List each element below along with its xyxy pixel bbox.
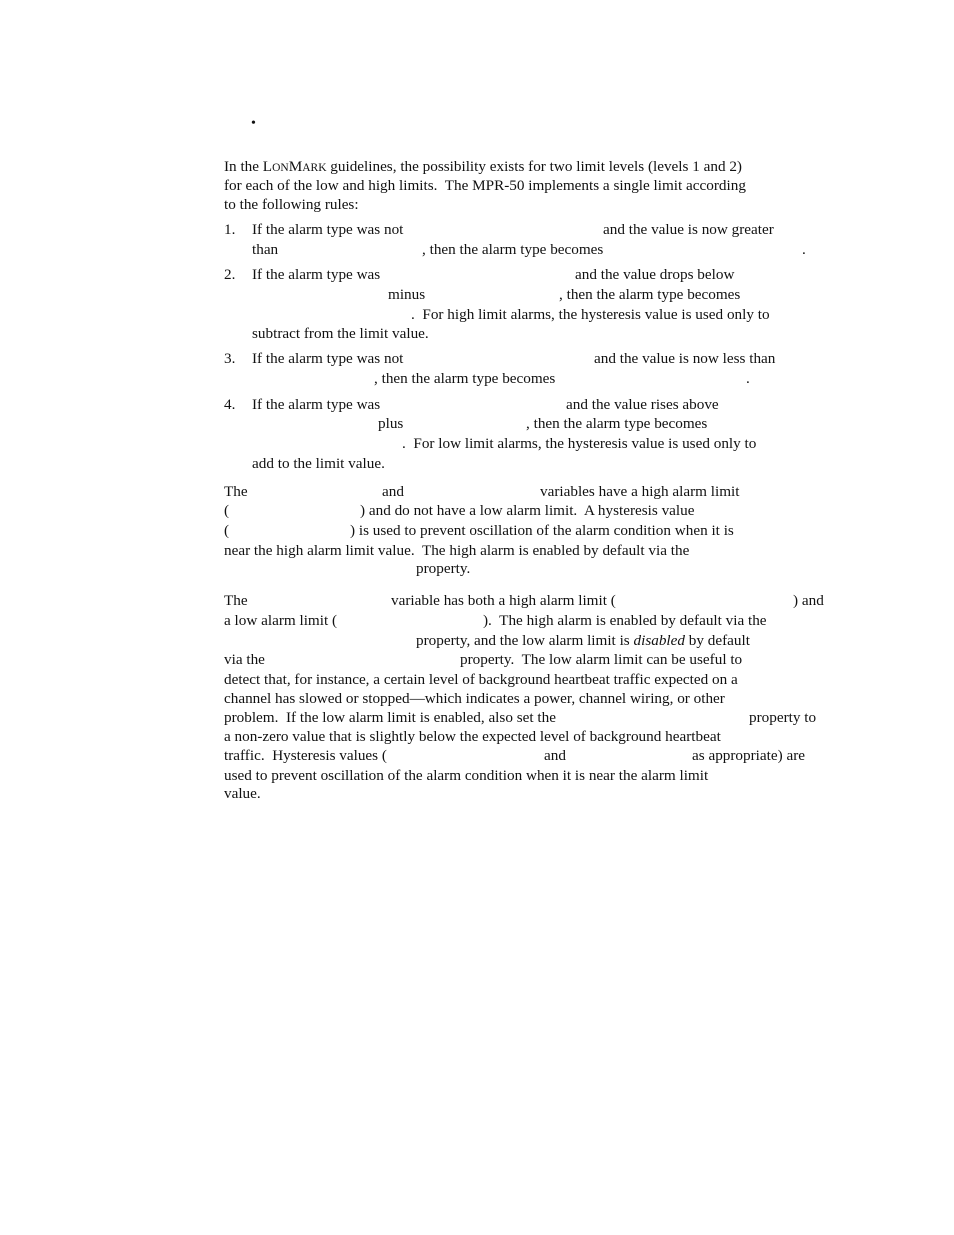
intro-line-1: In the LONMARK guidelines, the possibility exists for two limit levels (levels 1 and 2): [224, 158, 742, 175]
rule-number: 1.: [224, 221, 236, 238]
list-bullet: •: [251, 116, 256, 131]
intro-line-3: to the following rules:: [224, 196, 359, 213]
document-page: • In the LONMARK guidelines, the possibility exists for two limit levels (levels 1 and 2) for each of the low and high limits. The MPR-50 implements a single limit according to the following rules: 1. If the alarm type was not and the value is now greater than , then the alarm type becomes . 2. If the alarm type was and the value drops below minus , then the alarm type becomes . For high limit alarms, the hysteresis value is used only to subtract from the limit value. 3. If the alarm type was not and the value is now less than , then the alarm type becomes . 4. If the alarm type was and the value rises above plus , then the alarm type becomes . For low limit alarms, the hysteresis value is used only to add to the limit value. The and variables have a high alarm limit ( ) and do not have a low alarm limit. A hysteresis value ( ) is used to prevent oscillation of the alarm condition when it is near the high alarm limit value. The high alarm is enabled by default via the property. The variable has both a high alarm limit ( ) and a low alarm limit ( ). The high alarm is enabled by default via the property, and the low alarm limit is disabled by default via the property. The low alarm limit can be useful to detect that, for instance, a certain level of background heartbeat traffic expected on a channel has slowed or stopped—which indicates a power, channel wiring, or other problem. If the low alarm limit is enabled, also set the property to a non-zero value that is slightly below the expected level of background heartbeat traffic. Hysteresis values ( and as appropriate) are used to prevent oscillation of the alarm condition when it is near the alarm limit value.: [224, 116, 824, 802]
rule-number: 3.: [224, 350, 236, 367]
rule-number: 2.: [224, 266, 236, 283]
rule-number: 4.: [224, 396, 236, 413]
intro-line-2: for each of the low and high limits. The MPR-50 implements a single limit according: [224, 177, 746, 194]
